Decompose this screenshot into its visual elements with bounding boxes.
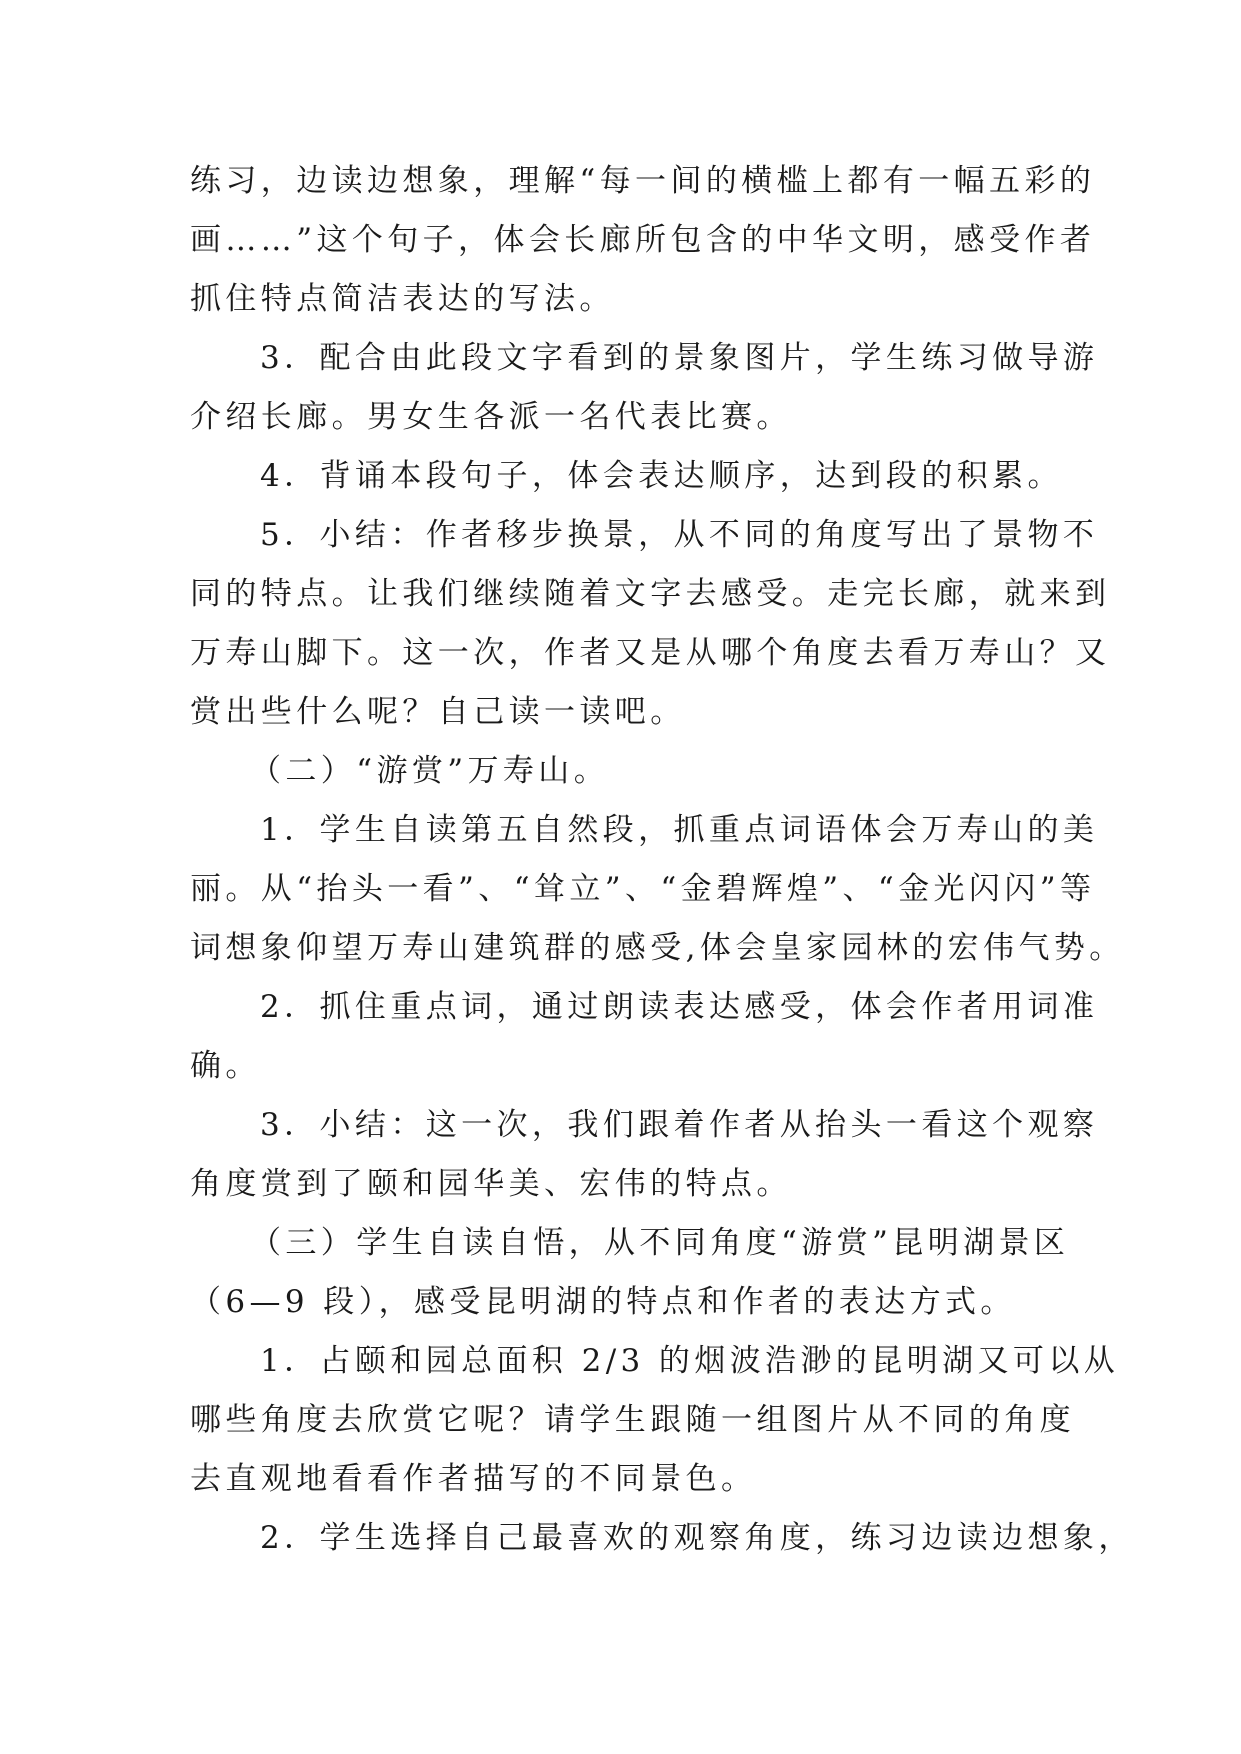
text-line: 角度赏到了颐和园华美、宏伟的特点。 — [190, 1166, 792, 1202]
text-line: 词想象仰望万寿山建筑群的感受,体会皇家园林的宏伟气势。 — [190, 930, 1125, 966]
text-line: 2．学生选择自己最喜欢的观察角度，练习边读边想象， — [260, 1520, 1134, 1556]
text-line: 2．抓住重点词，通过朗读表达感受，体会作者用词准 — [260, 989, 1099, 1025]
text-line: 丽。从“抬头一看”、“耸立”、“金碧辉煌”、“金光闪闪”等 — [190, 871, 1096, 907]
text-line: 练习，边读边想象，理解“每一间的横槛上都有一幅五彩的 — [190, 163, 1096, 199]
text-line: 3．小结：这一次，我们跟着作者从抬头一看这个观察 — [260, 1107, 1099, 1143]
body-text — [190, 152, 1134, 1568]
section-heading: （三）学生自读自悟，从不同角度“游赏”昆明湖景区 — [250, 1225, 1070, 1261]
text-line: 画……”这个句子，体会长廊所包含的中华文明，感受作者 — [190, 222, 1096, 258]
text-line: 1．占颐和园总面积 2/3 的烟波浩渺的昆明湖又可以从 — [260, 1343, 1120, 1379]
text-line: 哪些角度去欣赏它呢？请学生跟随一组图片从不同的角度 — [190, 1402, 1075, 1438]
text-line: 同的特点。让我们继续随着文字去感受。走完长廊，就来到 — [190, 576, 1111, 612]
text-line: 5．小结：作者移步换景，从不同的角度写出了景物不 — [260, 517, 1099, 553]
text-line: 确。 — [190, 1048, 261, 1084]
text-line: 1．学生自读第五自然段，抓重点词语体会万寿山的美 — [260, 812, 1099, 848]
text-line: 赏出些什么呢？自己读一读吧。 — [190, 694, 686, 730]
text-line: 去直观地看看作者描写的不同景色。 — [190, 1461, 757, 1497]
text-line: （6—9 段），感受昆明湖的特点和作者的表达方式。 — [190, 1284, 1016, 1320]
text-line: 抓住特点简洁表达的写法。 — [190, 281, 615, 317]
text-line: 介绍长廊。男女生各派一名代表比赛。 — [190, 399, 792, 435]
section-heading: （二）“游赏”万寿山。 — [250, 753, 610, 789]
text-line: 4．背诵本段句子，体会表达顺序，达到段的积累。 — [260, 458, 1063, 494]
text-line: 万寿山脚下。这一次，作者又是从哪个角度去看万寿山？又 — [190, 635, 1111, 671]
text-line: 3．配合由此段文字看到的景象图片，学生练习做导游 — [260, 340, 1099, 376]
